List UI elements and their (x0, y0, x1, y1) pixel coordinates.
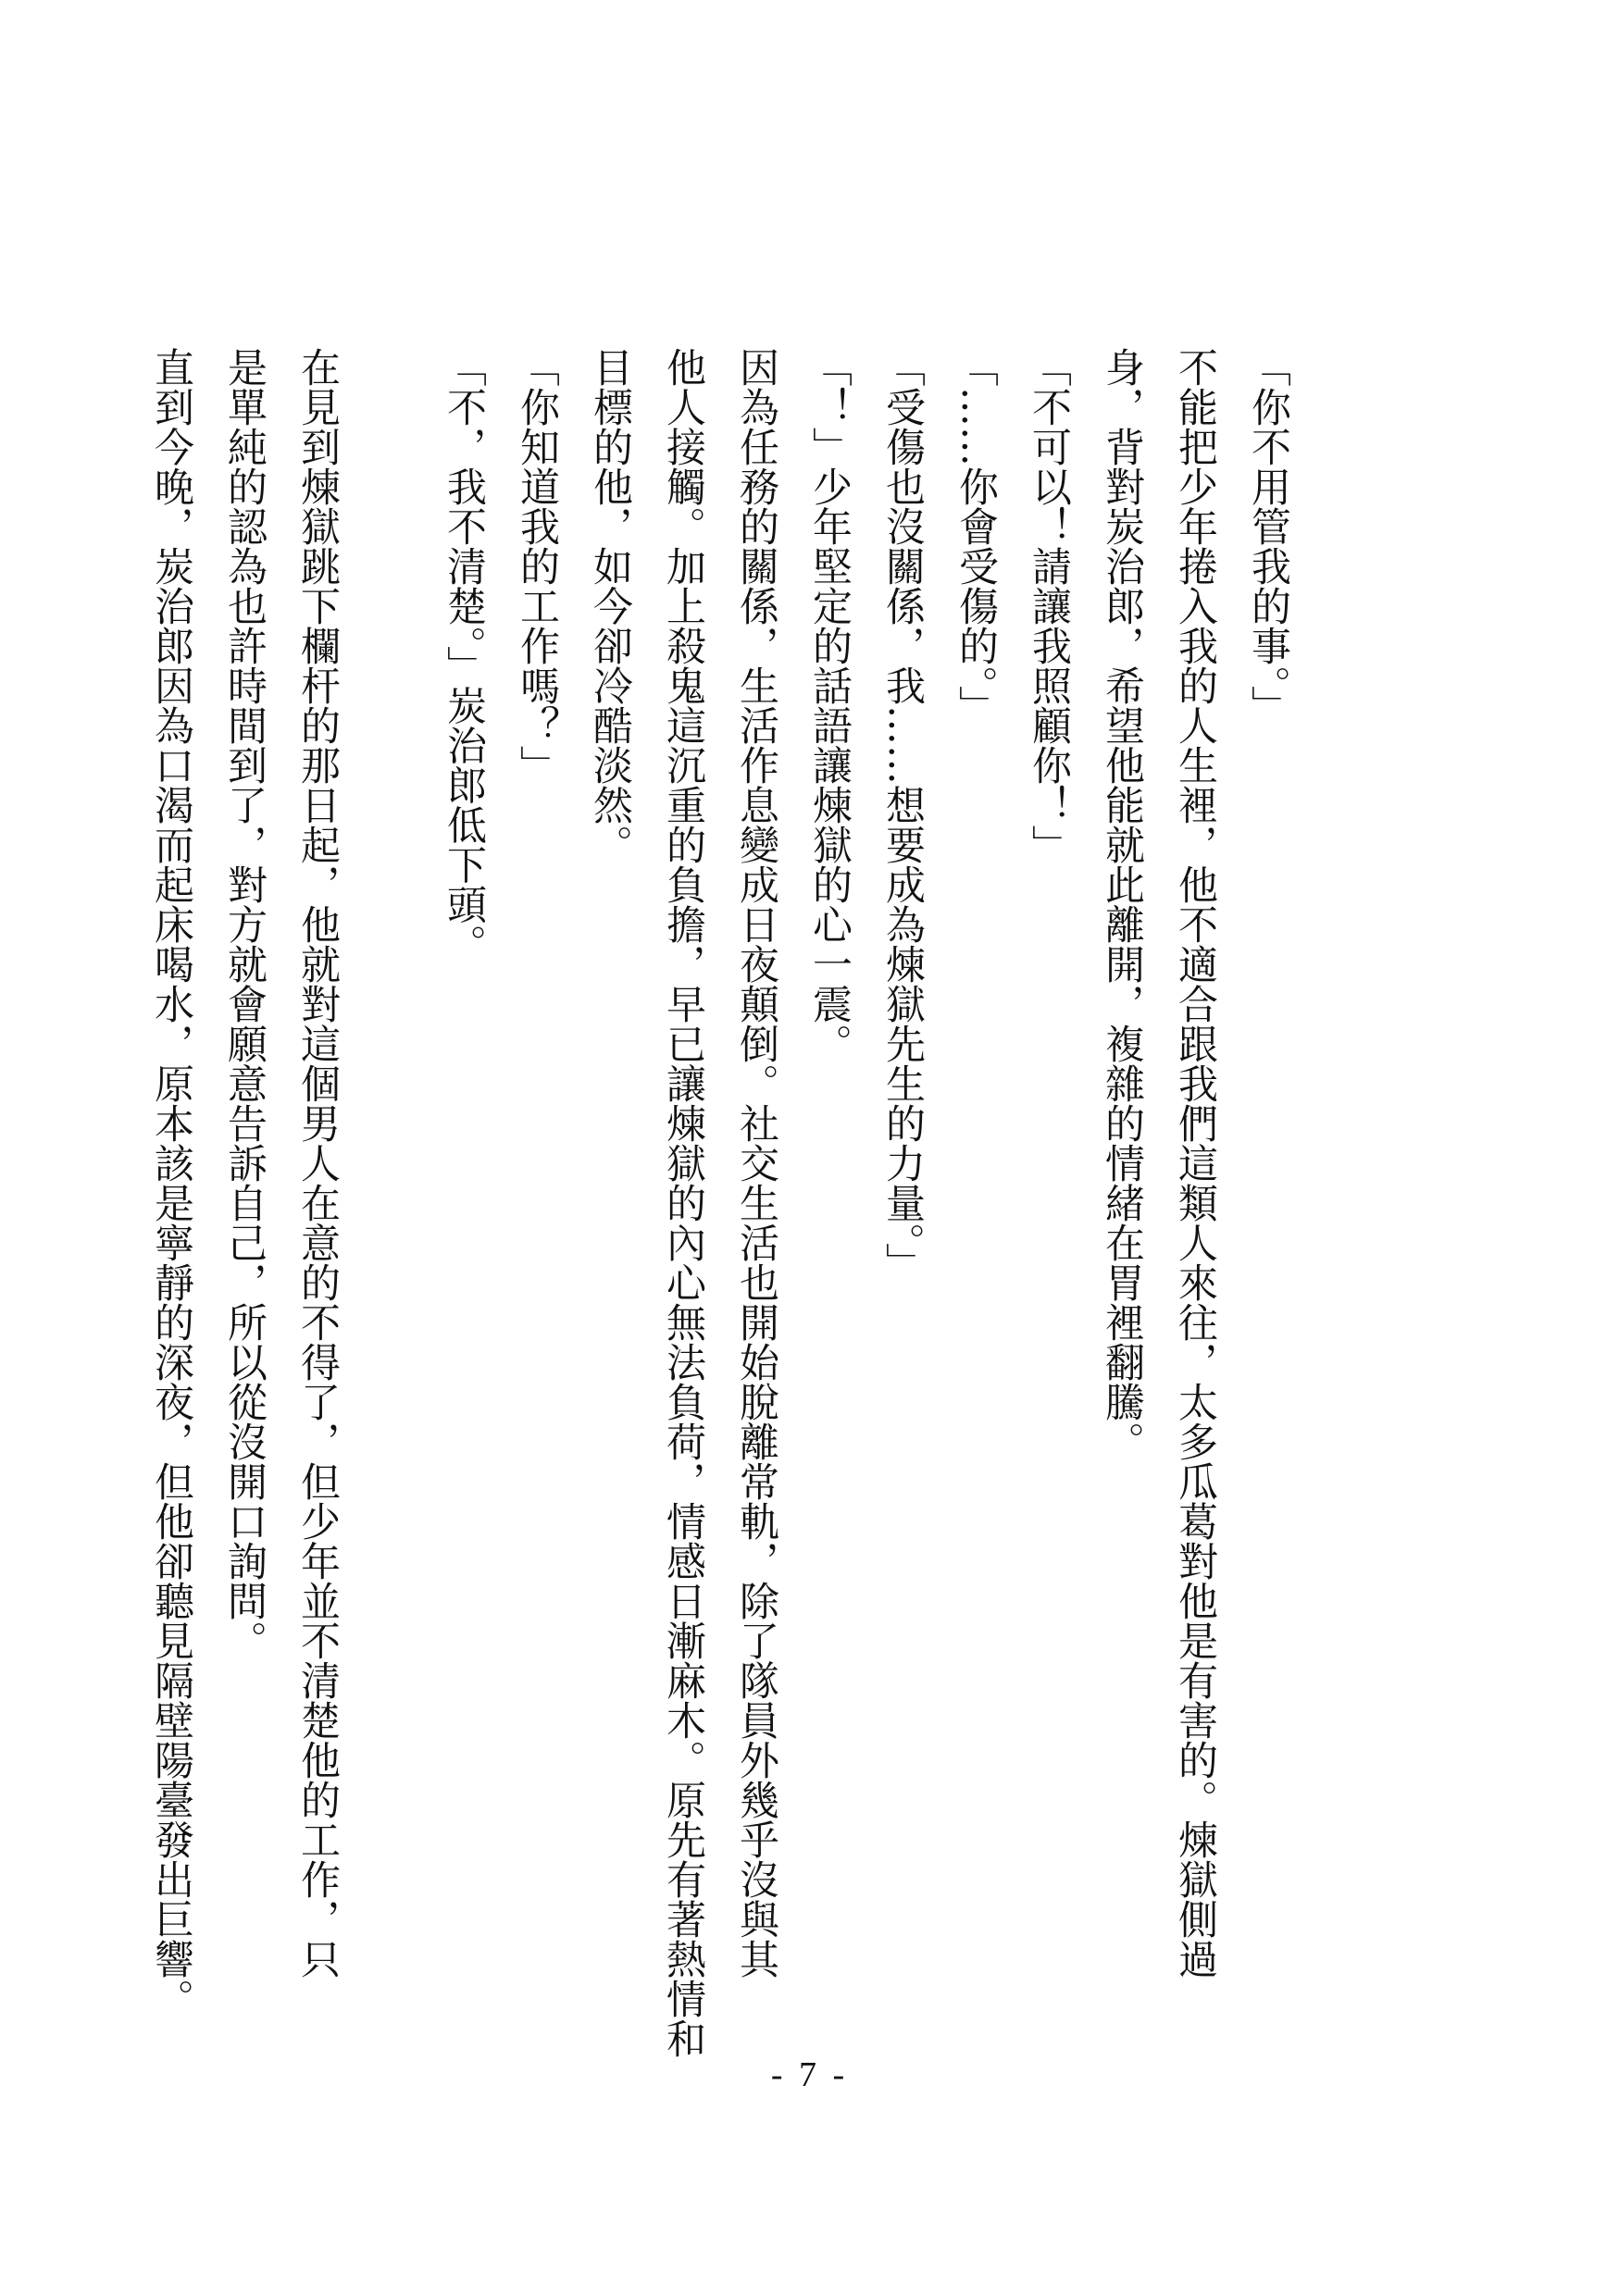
text-line-7: 「！」少年堅定的話語讓煉獄的心一震。 (806, 347, 853, 1063)
text-line-10: 目標的他，如今卻冷酷淡然。 (587, 347, 633, 864)
text-line-3: 身，背對炭治郎，希望他能就此離開，複雜的情緒在胃裡翻騰。 (1099, 347, 1145, 1461)
text-line-1: 「你不用管我的事。」 (1245, 347, 1291, 726)
text-line-15: 直到今晚，炭治郎因為口渴而起床喝水，原本該是寧靜的深夜，但他卻聽見隔壁陽臺發出巨響。 (148, 347, 194, 2018)
vertical-text-body (134, 347, 1304, 2058)
text-line-9: 他人接觸。加上殺鬼這沉重的負擔，早已讓煉獄的內心無法負荷，情感日漸麻木。原先有著熱情和 (660, 347, 706, 2058)
text-line-11: 「你知道我的工作嗎？」 (514, 347, 560, 785)
text-line-6: 「受傷也沒關係，我……想要成為煉獄先生的力量。」 (879, 347, 926, 1283)
text-line-14: 是單純的認為也許時間到了，對方就會願意告訴自己，所以從沒開口詢問。 (221, 347, 268, 1660)
blank-line (354, 347, 427, 2050)
text-line-8: 因為任務的關係，生活作息變成日夜顛倒。社交生活也開始脫離常軌，除了隊員外幾乎沒與其 (733, 347, 779, 1979)
text-line-4: 「不可以！請讓我照顧你！」 (1026, 347, 1072, 864)
page-number: - 7 - (770, 2055, 849, 2094)
text-line-13: 在見到煉獄跳下欄杆的那日起，他就對這個男人在意的不得了，但少年並不清楚他的工作，只 (294, 347, 341, 1979)
text-line-2: 不能把少年捲入我的人生裡，他不適合跟我們這類人來往，太多瓜葛對他是有害的。煉獄側過 (1172, 347, 1218, 1979)
text-line-5: 「……你會受傷的。」 (953, 347, 999, 726)
text-line-12: 「不，我不清楚。」炭治郎低下頭。 (441, 347, 487, 964)
